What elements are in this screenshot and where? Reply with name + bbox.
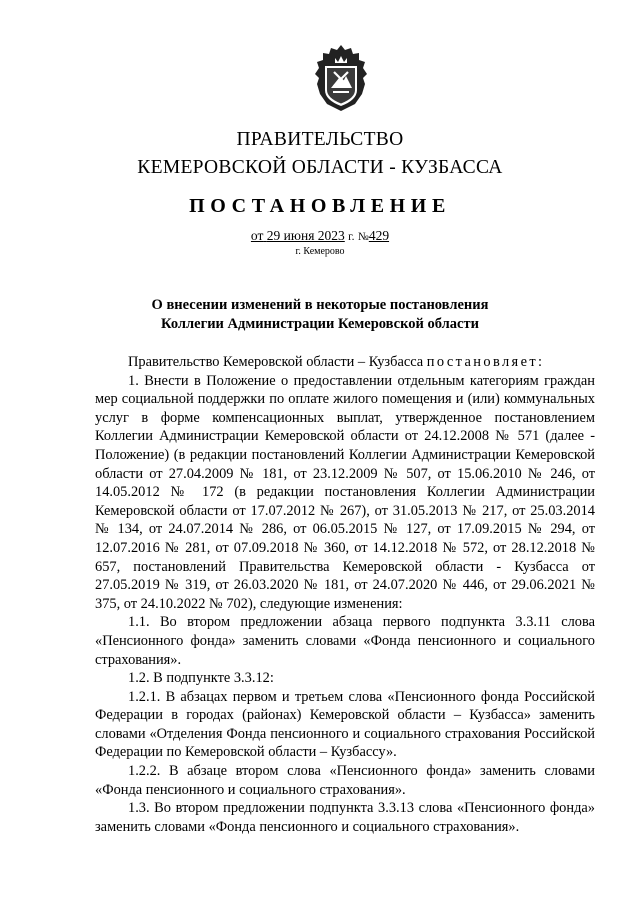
kuzbass-coat-of-arms-icon (313, 44, 369, 112)
date-line (0, 229, 640, 244)
paragraph-1: 1. Внести в Положение о предоставлении отдельным категориям граждан мер социальной поддержки по оплате жилого помещения и (или) коммунальных услуг в форме компенсационных выплат, утвержденное постановлением Коллегии Администрации Кемеровской области от 24.12.2008 № 571 (далее - Положение) (в редакции постановлений Коллегии Администрации Кемеровской области от 27.04.2009 № 181, от 23.12.2009 № 507, от 15.06.2010 № 246, от 14.05.2012 № 172 (в редакции постановления Коллегии Администрации Кемеровской области от 17.07.2012 № 267), от 31.05.2013 № 217, от 25.03.2014 № 134, от 24.07.2014 № 286, от 06.05.2015 № 127, от 17.09.2015 № 294, от 12.07.2016 № 281, от 07.09.2018 № 360, от 14.12.2018 № 572, от 28.12.2018 № 657, постановлений Правительства Кемеровской области - Кузбасса от 27.05.2019 № 319, от 26.03.2020 № 181, от 24.07.2020 № 446, от 29.06.2021 № 375, от 24.10.2022 № 702), следующие изменения: (95, 372, 595, 612)
document-subject (0, 296, 640, 334)
paragraph-1-2-2: 1.2.2. В абзаце втором слова «Пенсионного фонда» заменить словами «Фонда пенсионного и социального страхования». (95, 763, 595, 798)
year-suffix: г. (348, 231, 355, 243)
paragraph-1-1: 1.1. Во втором предложении абзаца первого подпункта 3.3.11 слова «Пенсионного фонда» заменить словами «Фонда пенсионного и социального страхования». (95, 614, 595, 668)
government-title-line1: ПРАВИТЕЛЬСТВО (236, 129, 404, 150)
document-type: ПОСТАНОВЛЕНИЕ (189, 195, 451, 217)
paragraph-1-2-1: 1.2.1. В абзацах первом и третьем слова «Пенсионного фонда Российской Федерации в городах (районах) Кемеровской области – Кузбасса» заменить словами «Отделения Фонда пенсионного и социального страхования Российской Федерации по Кемеровской области – Кузбассу». (95, 688, 595, 761)
government-title-line2: КЕМЕРОВСКОЙ ОБЛАСТИ - КУЗБАССА (137, 157, 503, 178)
decree-date: 29 июня 2023 (266, 228, 345, 243)
number-sign: № (357, 231, 369, 243)
city: г. Кемерово (295, 246, 345, 257)
date-prefix: от (250, 228, 264, 243)
paragraph-1-3: 1.3. Во втором предложении подпункта 3.3.13 слова «Пенсионного фонда» заменить словами «Фонда пенсионного и социального страхования». (95, 800, 595, 835)
subject-line1: О внесении изменений в некоторые постановления (151, 297, 489, 313)
decree-number: 429 (368, 228, 390, 243)
intro-verb: постановляет: (426, 354, 545, 370)
document-body (95, 353, 595, 836)
intro-paragraph (95, 353, 595, 372)
intro-text: Правительство Кемеровской области – Кузбасса (128, 354, 424, 370)
paragraph-1-2: 1.2. В подпункте 3.3.12: (128, 670, 274, 687)
subject-line2: Коллегии Администрации Кемеровской области (161, 316, 479, 332)
